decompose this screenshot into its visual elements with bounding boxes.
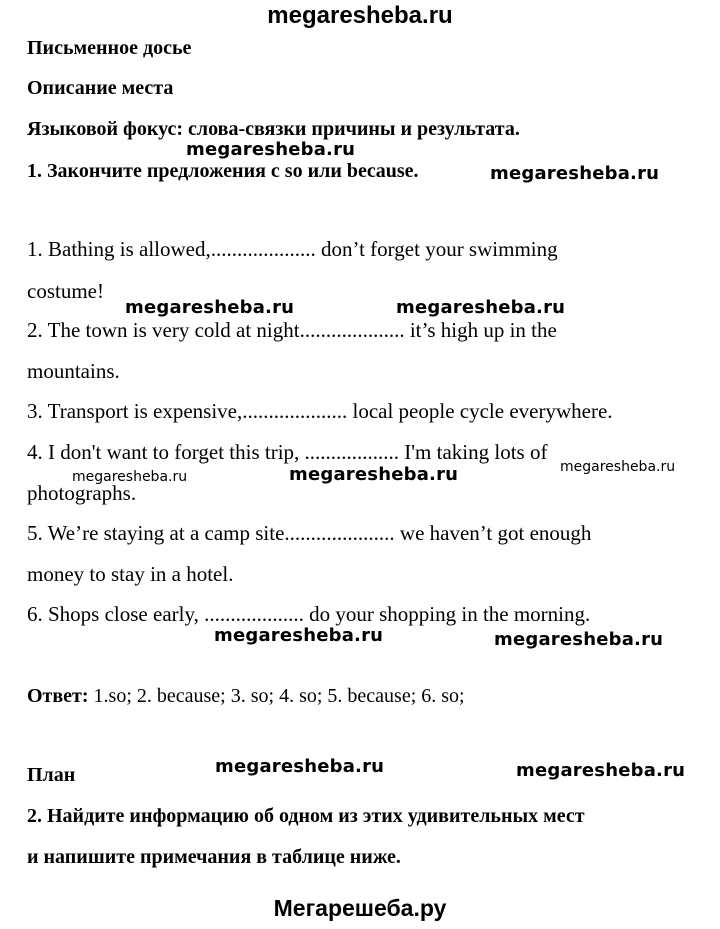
exercise-line: photographs. <box>27 481 137 505</box>
exercise-line: mountains. <box>27 359 120 383</box>
answer-label: Ответ: <box>27 685 89 707</box>
site-watermark-top: megaresheba.ru <box>267 2 453 29</box>
heading-language-focus: Языковой фокус: слова-связки причины и результата. <box>27 118 520 140</box>
exercise-line: 1. Bathing is allowed,.................... don’t forget your swimming <box>27 237 558 261</box>
exercise-line: money to stay in a hotel. <box>27 562 234 586</box>
site-watermark-bottom: Мегарешеба.ру <box>273 895 447 921</box>
watermark: megaresheba.ru <box>490 163 660 184</box>
exercise-line: 4. I don't want to forget this trip, .................. I'm taking lots of <box>27 440 548 464</box>
task-2-line-1: 2. Найдите информацию об одном из этих удивительных мест <box>27 805 585 827</box>
task-2-line-2: и напишите примечания в таблице ниже. <box>27 846 401 868</box>
watermark: megaresheba.ru <box>516 760 686 781</box>
answer-text: 1.so; 2. because; 3. so; 4. so; 5. because; 6. so; <box>88 685 465 707</box>
watermark: megaresheba.ru <box>186 139 356 160</box>
answer-line <box>27 685 465 708</box>
watermark: megaresheba.ru <box>396 297 566 318</box>
heading-plan: План <box>27 764 76 786</box>
heading-place-description: Описание места <box>27 77 174 99</box>
watermark: megaresheba.ru <box>289 464 459 485</box>
watermark: megaresheba.ru <box>214 625 384 646</box>
exercise-line: 2. The town is very cold at night.................... it’s high up in the <box>27 318 557 342</box>
exercise-line: costume! <box>27 279 104 303</box>
watermark: megaresheba.ru <box>560 459 676 475</box>
watermark: megaresheba.ru <box>125 297 295 318</box>
exercise-line: 5. We’re staying at a camp site..................... we haven’t got enough <box>27 521 592 545</box>
heading-written-dossier: Письменное досье <box>27 37 192 59</box>
exercise-line: 3. Transport is expensive,.................... local people cycle everywhere. <box>27 399 613 423</box>
watermark: megaresheba.ru <box>72 469 188 485</box>
exercise-line: 6. Shops close early, ................... do your shopping in the morning. <box>27 602 591 626</box>
watermark: megaresheba.ru <box>494 629 664 650</box>
task-1-title: 1. Закончите предложения с so или because. <box>27 160 419 182</box>
watermark: megaresheba.ru <box>215 756 385 777</box>
